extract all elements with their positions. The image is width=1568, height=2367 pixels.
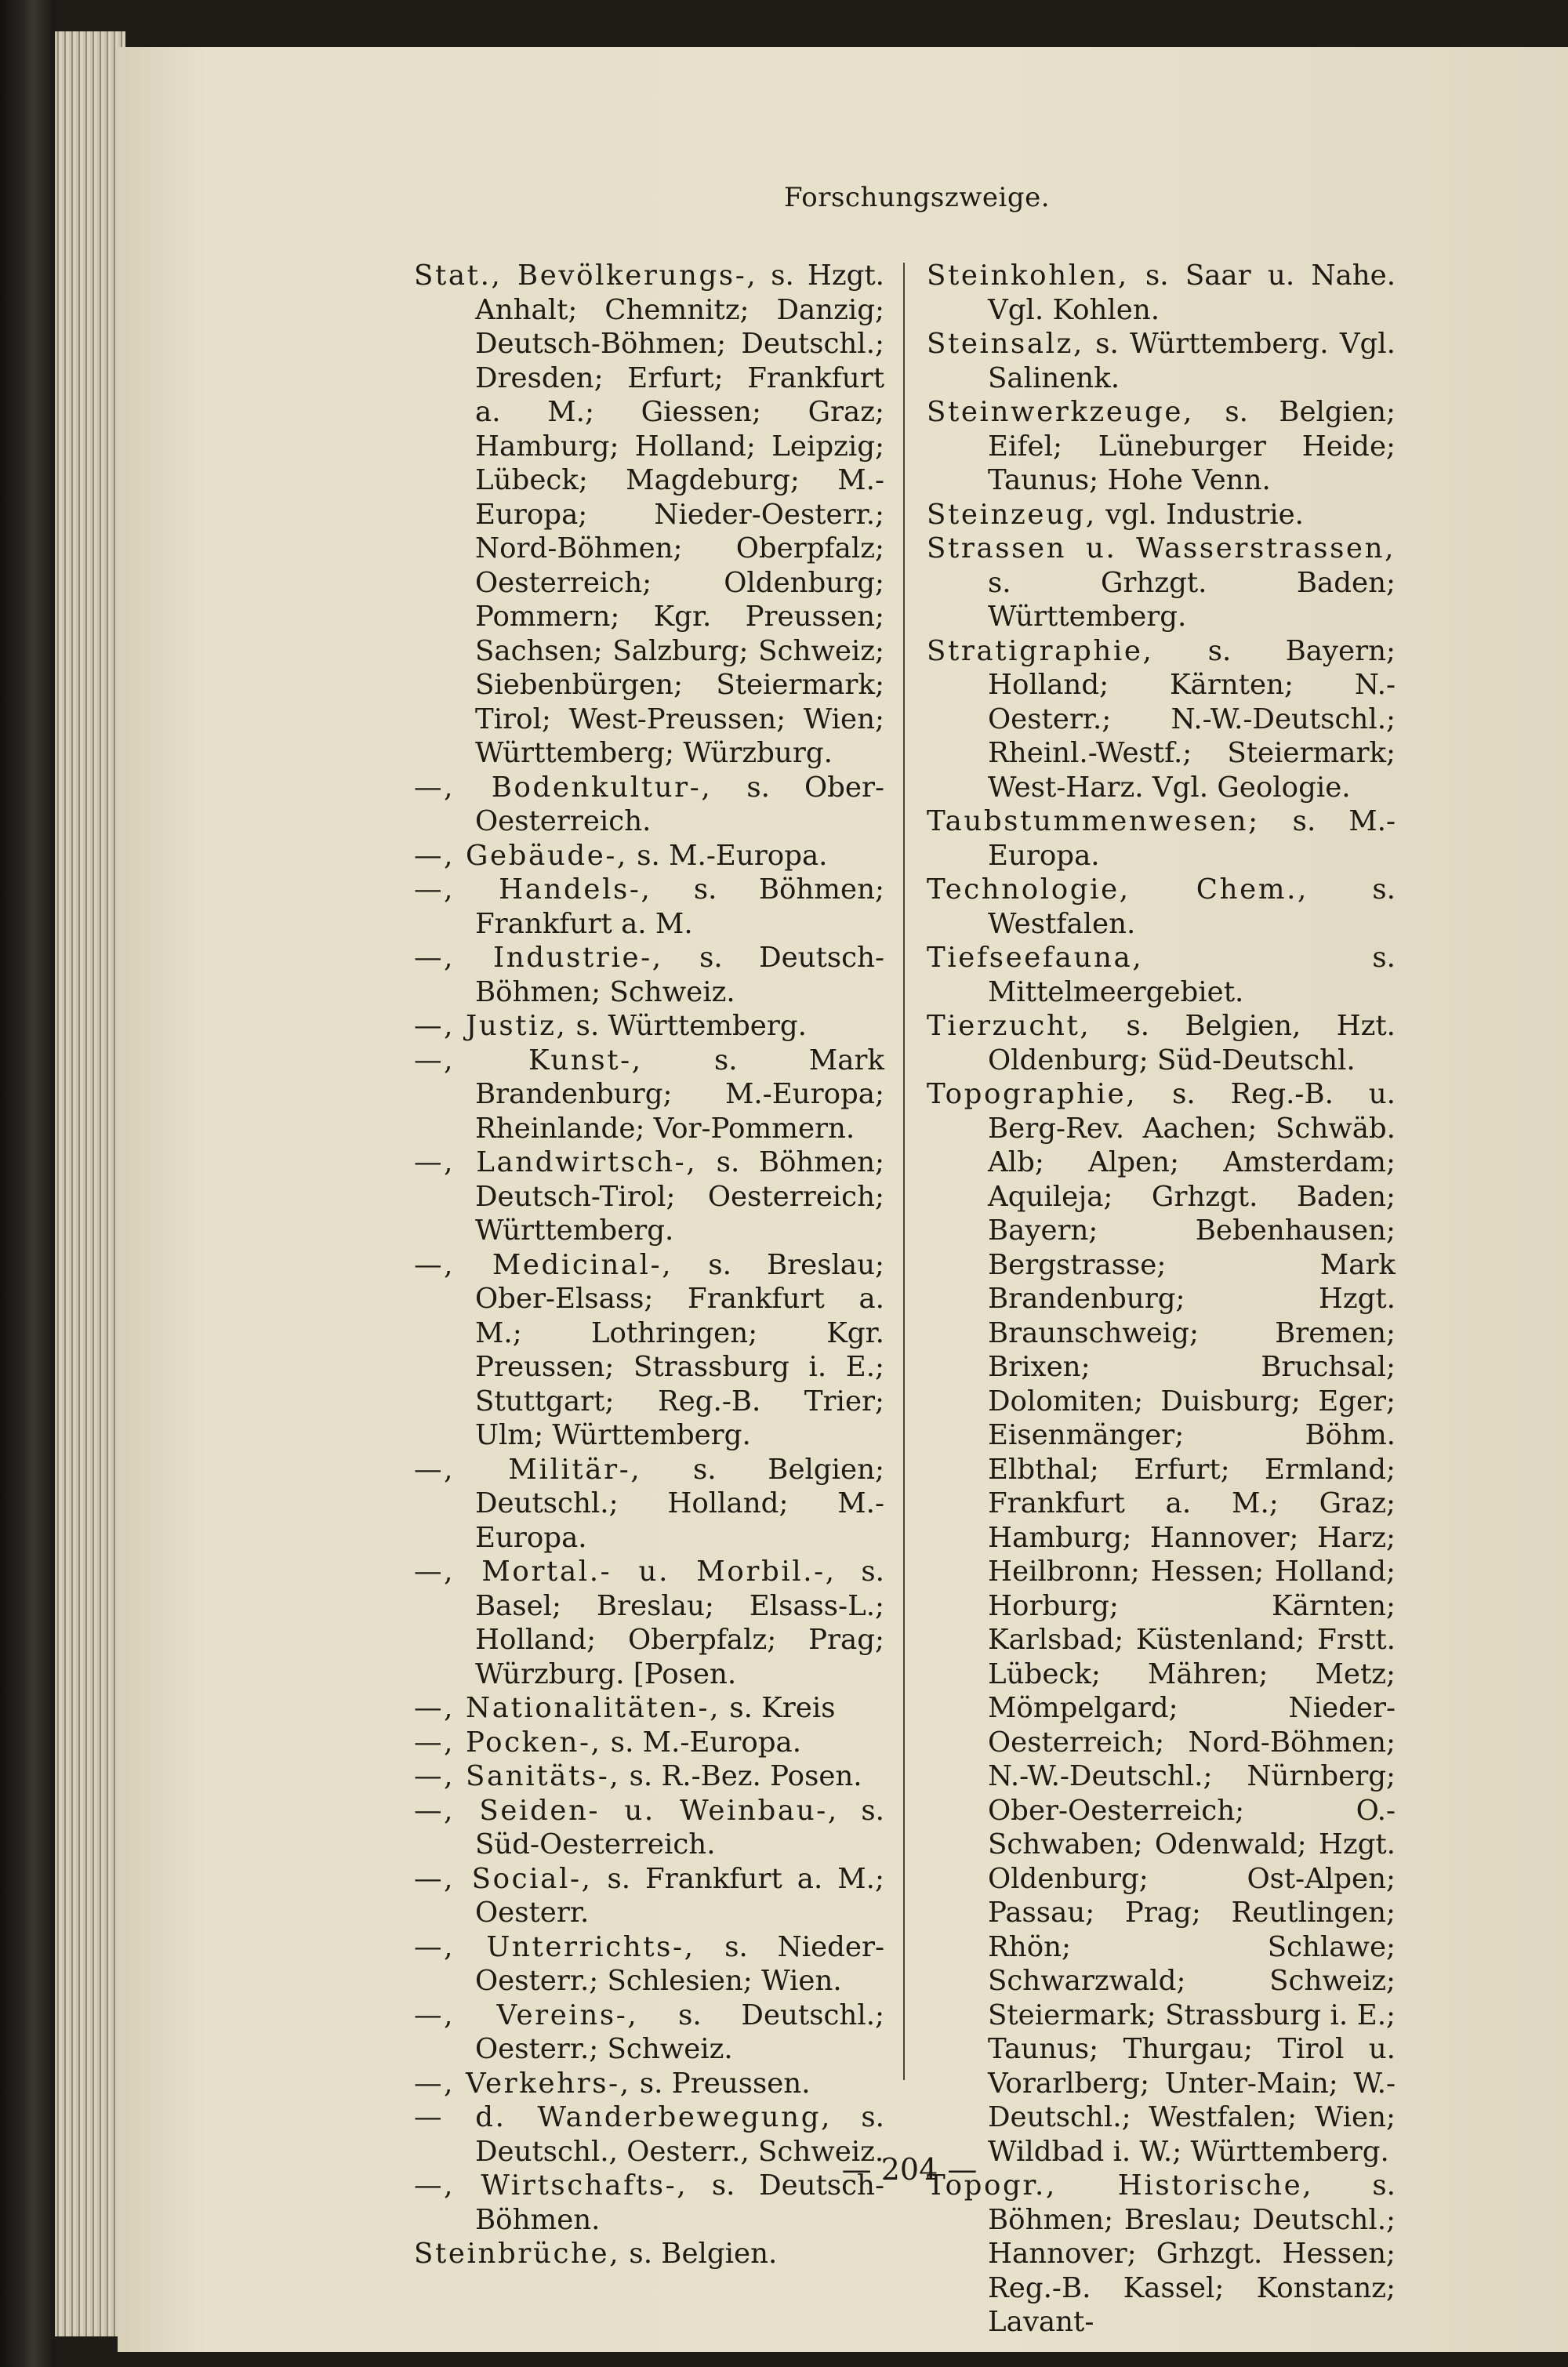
entry-keyword: — d. Wanderbewegung, [414, 2101, 832, 2133]
entry-references: s. Bayern; Holland; Kärnten; N.-Oesterr.; N.-W.-Deutschl.; Rheinl.-Westf.; Steiermark; West-Harz. Vgl. Geologie. [988, 634, 1396, 804]
entry-keyword: —, Verkehrs-, [414, 2067, 631, 2100]
entry-keyword: —, Handels-, [414, 873, 652, 906]
entry-keyword: —, Justiz, [414, 1010, 568, 1042]
index-entry [414, 1009, 884, 1044]
index-entry [927, 532, 1396, 634]
entry-references: s. Kreis [720, 1692, 836, 1724]
index-entry [414, 873, 884, 941]
entry-references: s. Breslau; Ober-Elsass; Frankfurt a. M.; Lothringen; Kgr. Preussen; Strassburg i. E.; Stuttgart; Reg.-B. Trier; Ulm; Württemberg. [475, 1248, 884, 1451]
entry-references: s. Westfalen. [988, 873, 1396, 940]
entry-keyword: Tiefseefauna, [927, 942, 1144, 974]
index-entry [927, 1077, 1396, 2169]
entry-keyword: —, Wirtschafts-, [414, 2169, 688, 2202]
index-entry [927, 498, 1396, 532]
index-entry [927, 873, 1396, 941]
index-entry [927, 634, 1396, 805]
entry-keyword: Technologie, Chem., [927, 873, 1308, 906]
index-entry [414, 1691, 884, 1726]
index-entry [414, 259, 884, 771]
entry-references: s. Mark Brandenburg; M.-Europa; Rheinlande; Vor-Pommern. [475, 1044, 884, 1145]
entry-keyword: —, Bodenkultur-, [414, 771, 713, 804]
entry-keyword: Strassen u. Wasserstrassen, [927, 532, 1396, 565]
entry-keyword: —, Kunst-, [414, 1044, 643, 1076]
entry-keyword: Steinwerkzeuge, [927, 396, 1194, 428]
left-column [414, 259, 884, 2271]
entry-references: s. Deutschl.; Oesterr.; Schweiz. [475, 1999, 884, 2065]
entry-keyword: —, Gebäude-, [414, 839, 628, 872]
index-entry [414, 1555, 884, 1691]
index-entry [927, 2169, 1396, 2340]
book-binding [0, 0, 55, 2367]
entry-keyword: Tierzucht, [927, 1010, 1091, 1042]
entry-keyword: Stat., Bevölkerungs-, [414, 260, 758, 292]
running-header: Forschungszweige. [784, 182, 1051, 213]
entry-keyword: Taubstummenwesen; [927, 805, 1260, 837]
column-divider [903, 263, 905, 2080]
entry-references: s. Belgien, Hzt. Oldenburg; Süd-Deutschl. [988, 1010, 1396, 1076]
entry-references: s. Saar u. Nahe. Vgl. Kohlen. [988, 260, 1396, 326]
index-entry [414, 1999, 884, 2067]
entry-keyword: —, Medicinal-, [414, 1248, 673, 1281]
index-entry [927, 941, 1396, 1009]
entry-references: s. Böhmen; Frankfurt a. M. [475, 873, 884, 940]
entry-keyword: —, Landwirtsch-, [414, 1146, 698, 1178]
index-entry [927, 327, 1396, 395]
entry-references: s. Böhmen; Deutsch-Tirol; Oesterreich; Württemberg. [475, 1146, 884, 1247]
entry-references: s. M.-Europa. [627, 839, 828, 872]
entry-keyword: Steinkohlen, [927, 260, 1129, 292]
entry-references: s. Deutsch-Böhmen; Schweiz. [475, 942, 884, 1008]
entry-references: s. M.-Europa. [988, 805, 1396, 872]
entry-keyword: —, Nationalitäten-, [414, 1692, 721, 1724]
entry-keyword: —, Vereins-, [414, 1999, 639, 2031]
entry-references: s. Reg.-B. u. Berg-Rev. Aachen; Schwäb. Alb; Alpen; Amsterdam; Aquileja; Grhzgt. Baden; Bayern; Bebenhausen; Bergstrasse; Mark Brandenburg; Hzgt. Braunschweig; Bremen; Brixen; Bruchsal; Dolomiten; Duisburg; Eger; Eisenmänger; Böhm. Elbthal; Erfurt; Ermland; Frankfurt a. M.; Graz; Hamburg; Hannover; Harz; Heilbronn; Hessen; Holland; Horburg; Kärnten; Karlsbad; Küstenland; Frstt. Lübeck; Mähren; Metz; Mömpelgard; Nieder-Oesterreich; Nord-Böhmen; N.-W.-Deutschl.; Nürnberg; Ober-Oesterreich; O.-Schwaben; Odenwald; Hzgt. Oldenburg; Ost-Alpen; Passau; Prag; Reutlingen; Rhön; Schlawe; Schwarzwald; Schweiz; Steiermark; Strassburg i. E.; Taunus; Thurgau; Tirol u. Vorarlberg; Unter-Main; W.-Deutschl.; Westfalen; Wien; Wildbad i. W.; Württemberg. [988, 1078, 1396, 2168]
entry-references: s. R.-Bez. Posen. [620, 1760, 862, 1792]
entry-keyword: —, Mortal.- u. Morbil.-, [414, 1556, 837, 1588]
index-entry [414, 1759, 884, 1794]
entry-references: s. Preussen. [630, 2067, 811, 2100]
index-entry [414, 1145, 884, 1248]
index-entry [414, 1862, 884, 1930]
entry-keyword: —, Militär-, [414, 1453, 642, 1486]
index-entry [414, 839, 884, 873]
index-entry [414, 2067, 884, 2101]
page-edges [55, 31, 125, 2336]
entry-references: s. Belgien; Eifel; Lüneburger Heide; Taunus; Hohe Venn. [988, 396, 1396, 496]
index-entry [927, 1009, 1396, 1077]
index-entry [414, 1726, 884, 1760]
entry-keyword: Steinzeug, [927, 498, 1097, 531]
entry-keyword: —, Unterrichts-, [414, 1930, 695, 1963]
index-entry [414, 771, 884, 839]
entry-references: vgl. Industrie. [1096, 498, 1304, 531]
entry-references: s. Grhzgt. Baden; Württemberg. [988, 566, 1396, 633]
index-entry [414, 1930, 884, 1999]
right-column [927, 259, 1396, 2340]
entry-references: s. Württemberg. Vgl. Salinenk. [988, 328, 1396, 394]
entry-references: s. Deutsch-Böhmen. [475, 2169, 884, 2236]
index-entry [414, 1248, 884, 1453]
entry-keyword: —, Social-, [414, 1862, 593, 1895]
index-entry [927, 259, 1396, 327]
entry-keyword: Topogr., Historische, [927, 2169, 1314, 2202]
entry-keyword: Topographie, [927, 1078, 1138, 1110]
entry-keyword: Steinbrüche, [414, 2238, 621, 2270]
index-entry [414, 1044, 884, 1146]
entry-references: s. Süd-Oesterreich. [475, 1794, 884, 1861]
page-number: — 204 — [841, 2152, 978, 2187]
entry-references: s. Hzgt. Anhalt; Chemnitz; Danzig; Deutsch-Böhmen; Deutschl.; Dresden; Erfurt; Frankfurt a. M.; Giessen; Graz; Hamburg; Holland; Leipzig; Lübeck; Magdeburg; M.-Europa; Nieder-Oesterr.; Nord-Böhmen; Oberpfalz; Oesterreich; Oldenburg; Pommern; Kgr. Preussen; Sachsen; Salzburg; Schweiz; Siebenbürgen; Steiermark; Tirol; West-Preussen; Wien; Württemberg; Würzburg. [475, 260, 884, 769]
index-entry [414, 941, 884, 1009]
entry-references: s. Ober-Oesterreich. [475, 771, 884, 837]
entry-references: s. Deutschl., Oesterr., Schweiz. [475, 2101, 884, 2168]
index-entry [927, 395, 1396, 498]
entry-references: s. Belgien; Deutschl.; Holland; M.-Europa. [475, 1453, 884, 1554]
entry-references: s. Nieder-Oesterr.; Schlesien; Wien. [475, 1930, 884, 1997]
index-entry [414, 1794, 884, 1862]
entry-references: s. Basel; Breslau; Elsass-L.; Holland; Oberpfalz; Prag; Würzburg. [Posen. [475, 1556, 884, 1690]
entry-keyword: —, Sanitäts-, [414, 1760, 621, 1792]
entry-references: s. Belgien. [620, 2238, 778, 2270]
entry-keyword: —, Pocken-, [414, 1726, 602, 1759]
entry-keyword: Stratigraphie, [927, 634, 1154, 667]
entry-references: s. Mittelmeergebiet. [988, 942, 1396, 1008]
entry-keyword: Steinsalz, [927, 328, 1084, 360]
index-entry [414, 1453, 884, 1556]
entry-references: s. Württemberg. [567, 1010, 807, 1042]
entry-references: s. M.-Europa. [601, 1726, 802, 1759]
entry-keyword: —, Industrie-, [414, 942, 663, 974]
entry-keyword: —, Seiden- u. Weinbau-, [414, 1794, 839, 1827]
index-entry [414, 2237, 884, 2271]
entry-references: s. Frankfurt a. M.; Oesterr. [475, 1862, 884, 1929]
index-entry [927, 804, 1396, 873]
entry-references: s. Böhmen; Breslau; Deutschl.; Hannover; Grhzgt. Hessen; Reg.-B. Kassel; Konstanz; Lavant- [988, 2169, 1396, 2338]
